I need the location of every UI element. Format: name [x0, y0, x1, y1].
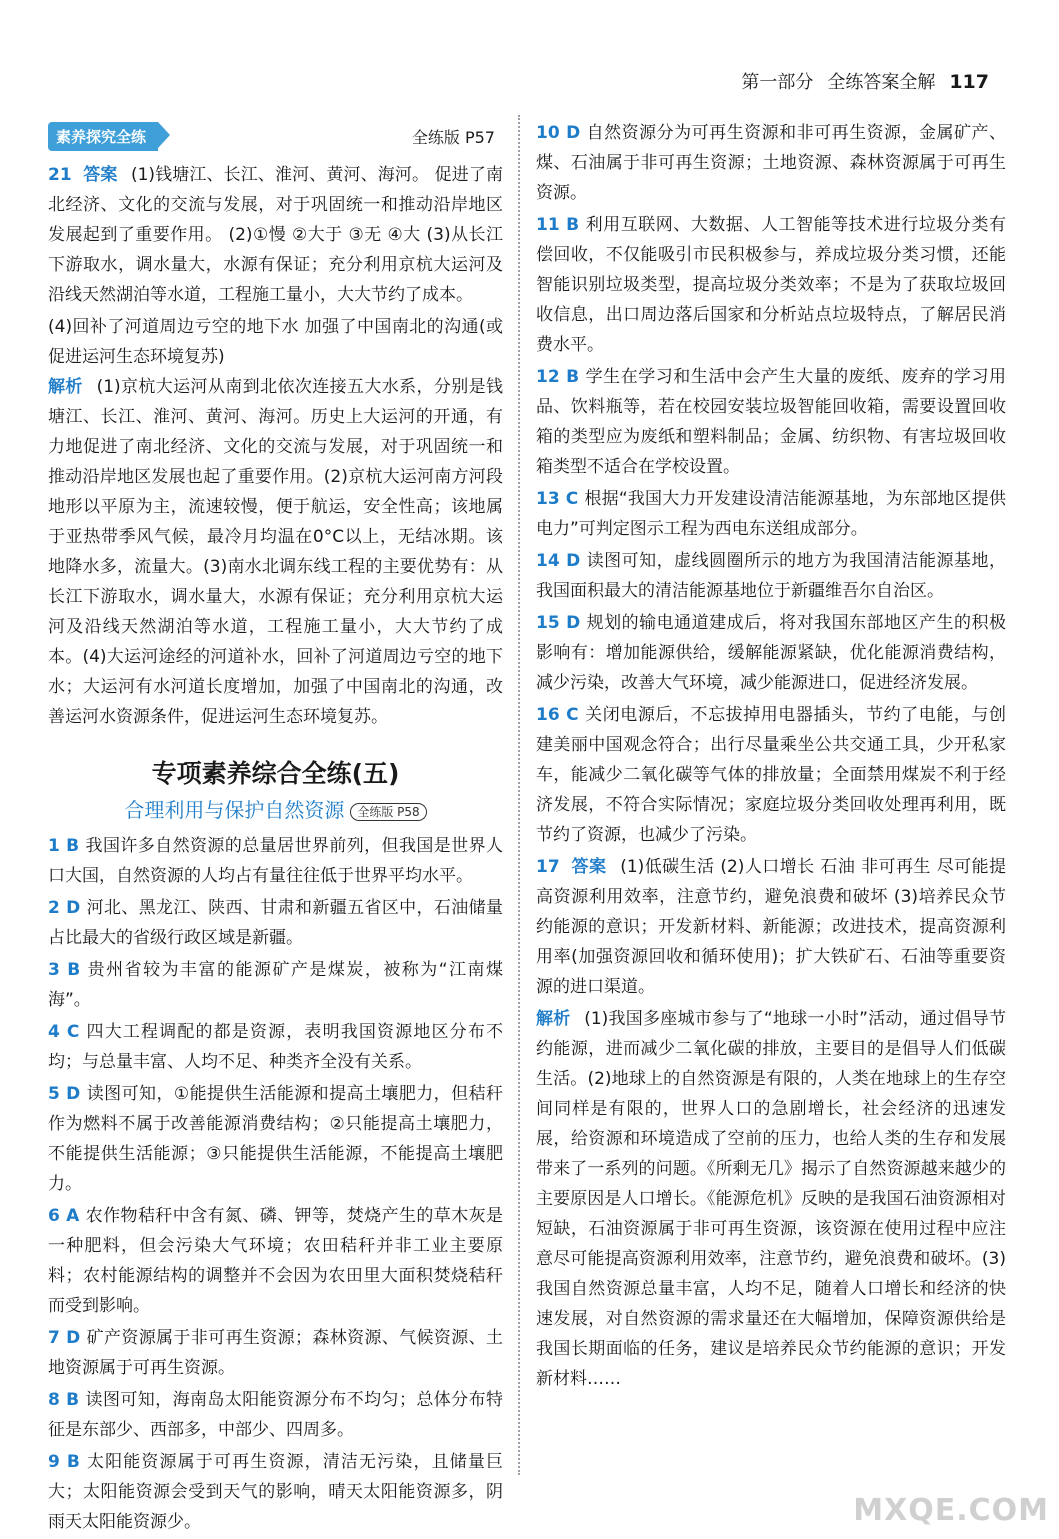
section-subtitle	[48, 794, 503, 823]
answer-item	[536, 210, 1006, 360]
item-number: 7 D	[48, 1328, 81, 1348]
analysis-label: 解析	[536, 1009, 571, 1029]
answer-item	[48, 1323, 503, 1383]
answer-item	[48, 893, 503, 953]
answer-label: 答案	[571, 857, 607, 877]
item-number: 12 B	[536, 367, 580, 387]
item-number: 8 B	[48, 1390, 80, 1410]
watermark: MXQE.COM	[853, 1493, 1049, 1528]
item-number: 15 D	[536, 613, 581, 633]
item-text: 读图可知，虚线圆圈所示的地方为我国清洁能源基地，我国面积最大的清洁能源基地位于新疆维吾尔自治区。	[536, 551, 1007, 601]
left-column	[48, 118, 503, 1539]
header-part: 第一部分	[741, 72, 814, 93]
item-text: 利用互联网、大数据、人工智能等技术进行垃圾分类有偿回收，不仅能吸引市民积极参与，养成垃圾分类习惯，还能智能识别垃圾类型，提高垃圾分类效率；不是为了获取垃圾回收信息，出口周边落后国家和分析站点垃圾特点，了解居民消费水平。	[536, 215, 1006, 355]
item-text: 贵州省较为丰富的能源矿产是煤炭，被称为“江南煤海”。	[48, 960, 503, 1010]
item-text: 根据“我国大力开发建设清洁能源基地，为东部地区提供电力”可判定图示工程为西电东送组成部分。	[536, 489, 1006, 539]
right-column	[536, 118, 1006, 1394]
answer-item	[536, 608, 1006, 698]
item-number: 14 D	[536, 551, 581, 571]
analysis-label: 解析	[48, 377, 83, 397]
page-header	[741, 68, 989, 94]
answer-text: (1)低碳生活 (2)人口增长 石油 非可再生 尽可能提高资源利用效率，注意节约，避免浪费和破坏 (3)培养民众节约能源的意识；开发新材料、新能源；改进技术，提高资源利用率(加强资源回收和循环使用)；扩大铁矿石、石油等重要资源的进口渠道。	[536, 857, 1007, 997]
answer-label: 答案	[83, 165, 118, 185]
right-answer-list	[536, 118, 1006, 850]
answer-item	[48, 1447, 503, 1537]
answer-item	[536, 484, 1006, 544]
answer-text: (1)钱塘江、长江、淮河、黄河、海河。 促进了南北经济、文化的交流与发展，对于巩固统一和推动沿岸地区发展起到了重要作用。 (2)①慢 ②大于 ③无 ④大 (3)从长江下游取水，调水量大，水源有保证；充分利用京杭大运河及沿线天然湖泊等水道，工程施工量小，大大节约了成本。	[48, 165, 504, 305]
section-subtitle-text: 合理利用与保护自然资源	[124, 798, 345, 822]
question-number: 17	[536, 857, 560, 877]
question-number: 21	[48, 165, 72, 185]
item-text: 河北、黑龙江、陕西、甘肃和新疆五省区中，石油储量占比最大的省级行政区域是新疆。	[48, 898, 504, 948]
item-text: 读图可知，海南岛太阳能资源分布不均匀；总体分布特征是东部少、西部多，中部少、四周多。	[48, 1390, 503, 1440]
answer-item	[48, 831, 503, 891]
answer-continued: (4)回补了河道周边亏空的地下水 加强了中国南北的沟通(或促进运河生态环境复苏)	[48, 317, 503, 367]
header-subtitle: 全练答案全解	[827, 72, 936, 93]
question-17	[536, 852, 1006, 1002]
answer-item	[48, 1385, 503, 1445]
item-number: 9 B	[48, 1452, 80, 1472]
left-answer-list	[48, 831, 503, 1537]
answer-item	[536, 700, 1006, 850]
item-number: 1 B	[48, 836, 80, 856]
answer-item	[48, 1079, 503, 1199]
item-text: 自然资源分为可再生资源和非可再生资源，金属矿产、煤、石油属于非可再生资源；土地资源、森林资源属于可再生资源。	[536, 123, 1007, 203]
item-number: 11 B	[536, 215, 580, 235]
analysis-17	[536, 1004, 1006, 1394]
item-number: 2 D	[48, 898, 81, 918]
item-text: 我国许多自然资源的总量居世界前列，但我国是世界人口大国，自然资源的人均占有量往往低于世界平均水平。	[48, 836, 503, 886]
page-number: 117	[949, 71, 989, 93]
item-number: 5 D	[48, 1084, 81, 1104]
answer-item	[48, 1017, 503, 1077]
section-title: 专项素养综合全练(五)	[151, 759, 400, 788]
analysis-21	[48, 372, 503, 732]
answer-item	[48, 1201, 503, 1321]
item-number: 4 C	[48, 1022, 80, 1042]
section-tag: 素养探究全练	[48, 122, 158, 151]
analysis-text: (1)我国多座城市参与了“地球一小时”活动，通过倡导节约能源，进而减少二氧化碳的排放，主要目的是倡导人们低碳生活。(2)地球上的自然资源是有限的，人类在地球上的生存空间同样是有限的，世界人口的急剧增长，社会经济的迅速发展，给资源和环境造成了空前的压力，也给人类的生存和发展带来了一系列的问题。《所剩无几》揭示了自然资源越来越少的主要原因是人口增长。《能源危机》反映的是我国石油资源相对短缺，石油资源属于非可再生资源，该资源在使用过程中应注意尽可能提高资源利用效率，注意节约，避免浪费和破坏。(3)我国自然资源总量丰富，人均不足，随着人口增长和经济的快速发展，对自然资源的需求量还在大幅增加，保障资源供给是我国长期面临的任务，建议是培养民众节约能源的意识；开发新材料……	[536, 1009, 1007, 1389]
tag-reference: 全练版 P57	[411, 127, 495, 147]
item-text: 农作物秸秆中含有氮、磷、钾等，焚烧产生的草木灰是一种肥料，但会污染大气环境；农田秸秆并非工业主要原料；农村能源结构的调整并不会因为农田里大面积焚烧秸秆而受到影响。	[48, 1206, 504, 1316]
section-tag-row	[48, 118, 503, 154]
question-21	[48, 160, 503, 310]
item-text: 关闭电源后，不忘拔掉用电器插头，节约了电能，与创建美丽中国观念符合；出行尽量乘坐公共交通工具，少开私家车，能减少二氧化碳等气体的排放量；全面禁用煤炭不利于经济发展，不符合实际情况；家庭垃圾分类回收处理再利用，既节约了资源，也减少了污染。	[536, 705, 1006, 845]
item-text: 学生在学习和生活中会产生大量的废纸、废弃的学习用品、饮料瓶等，若在校园安装垃圾智能回收箱，需要设置回收箱的类型应为废纸和塑料制品；金属、纺织物、有害垃圾回收箱类型不适合在学校设置。	[536, 367, 1006, 477]
column-divider	[518, 115, 520, 1475]
item-text: 太阳能资源属于可再生资源，清洁无污染，且储量巨大；太阳能资源会受到天气的影响，晴天太阳能资源多，阴雨天太阳能资源少。	[48, 1452, 503, 1532]
item-number: 10 D	[536, 123, 581, 143]
item-number: 13 C	[536, 489, 579, 509]
item-text: 读图可知，①能提供生活能源和提高土壤肥力，但秸秆作为燃料不属于改善能源消费结构；②只能提高土壤肥力，不能提供生活能源；③只能提供生活能源，不能提高土壤肥力。	[48, 1084, 503, 1194]
item-number: 16 C	[536, 705, 579, 725]
item-text: 规划的输电通道建成后，将对我国东部地区产生的积极影响有：增加能源供给，缓解能源紧缺，优化能源消费结构，减少污染，改善大气环境，减少能源进口，促进经济发展。	[536, 613, 1007, 693]
answer-item	[48, 955, 503, 1015]
section-reference: 全练版 P58	[350, 803, 426, 821]
item-number: 3 B	[48, 960, 81, 980]
analysis-text: (1)京杭大运河从南到北依次连接五大水系，分别是钱塘江、长江、淮河、黄河、海河。历史上大运河的开通，有力地促进了南北经济、文化的交流与发展，对于巩固统一和推动沿岸地区发展也起了重要作用。(2)京杭大运河南方河段地形以平原为主，流速较慢，便于航运，安全性高；该地属于亚热带季风气候，最冷月均温在0°C以上，无结冰期。该地降水多，流量大。(3)南水北调东线工程的主要优势有：从长江下游取水，调水量大，水源有保证；充分利用京杭大运河及沿线天然湖泊等水道，工程施工量小，大大节约了成本。(4)大运河途经的河道补水，回补了河道周边亏空的地下水；大运河有水河道长度增加，加强了中国南北的沟通，改善运河水资源条件，促进运河生态环境复苏。	[48, 377, 504, 727]
item-text: 四大工程调配的都是资源，表明我国资源地区分布不均；与总量丰富、人均不足、种类齐全没有关系。	[48, 1022, 503, 1072]
item-text: 矿产资源属于非可再生资源；森林资源、气候资源、土地资源属于可再生资源。	[48, 1328, 504, 1378]
answer-item	[536, 546, 1006, 606]
answer-item	[536, 362, 1006, 482]
item-number: 6 A	[48, 1206, 80, 1226]
answer-item	[536, 118, 1006, 208]
